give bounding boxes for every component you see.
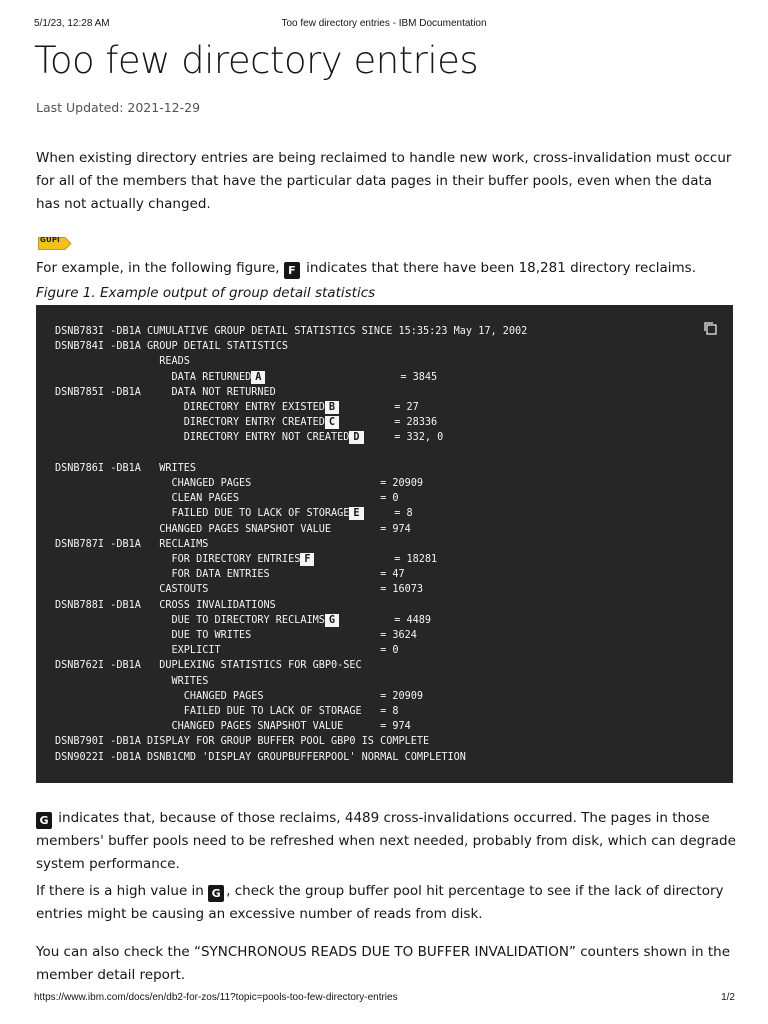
code-text: FAILED DUE TO LACK OF STORAGE <box>55 508 350 520</box>
code-line <box>55 432 443 443</box>
code-line <box>55 615 431 626</box>
code-line <box>55 706 398 717</box>
code-text: DUE TO DIRECTORY RECLAIMS <box>55 614 325 626</box>
code-marker-c: C <box>325 416 339 429</box>
code-text: CLEAN PAGES = 0 <box>55 493 399 505</box>
gupi-tag <box>38 235 72 248</box>
marker-g-badge: G <box>36 812 52 829</box>
code-text: = 18281 <box>314 554 438 566</box>
code-marker-a: A <box>251 371 265 384</box>
print-title: Too few directory entries - IBM Documentation <box>281 18 487 29</box>
code-text: DUE TO WRITES = 3624 <box>55 630 417 642</box>
print-url: https://www.ibm.com/docs/en/db2-for-zos/11?topic=pools-too-few-directory-entries <box>34 992 398 1003</box>
intro-paragraph: When existing directory entries are being reclaimed to handle new work, cross-invalidation must occur for all of the members that have the particular data pages in their buffer pools, even when the data has not actually changed. <box>36 150 732 212</box>
code-text: DSNB788I -DB1A CROSS INVALIDATIONS <box>55 599 276 611</box>
code-line <box>55 524 411 535</box>
code-line <box>55 326 527 337</box>
marker-g-badge-2: G <box>208 885 224 902</box>
code-line <box>55 736 429 747</box>
code-text: CHANGED PAGES = 20909 <box>55 690 424 702</box>
code-line <box>55 417 437 428</box>
print-date: 5/1/23, 12:28 AM <box>34 18 110 29</box>
code-text: DATA RETURNED <box>55 371 252 383</box>
code-marker-d: D <box>349 431 363 444</box>
code-line <box>55 645 398 656</box>
g-explanation-text: indicates that, because of those reclaims, 4489 cross-invalidations occurred. The pages in those members' buffer pools need to be refreshed when next needed, probably from disk, which can degrade system performance. <box>36 810 736 872</box>
figure-caption: Figure 1. Example output of group detail statistics <box>36 285 376 301</box>
code-output <box>55 324 527 765</box>
code-line <box>55 660 362 671</box>
print-footer <box>0 992 768 1006</box>
code-text: WRITES <box>55 675 209 687</box>
code-text: DSN9022I -DB1A DSNB1CMD 'DISPLAY GROUPBUFFERPOOL' NORMAL COMPLETION <box>55 751 466 763</box>
code-text: CHANGED PAGES = 20909 <box>55 478 424 490</box>
example-text-post: indicates that there have been 18,281 directory reclaims. <box>301 260 697 276</box>
code-text: DSNB786I -DB1A WRITES <box>55 462 197 474</box>
code-marker-f: F <box>300 553 314 566</box>
code-line <box>55 539 208 550</box>
print-page-number: 1/2 <box>721 992 735 1003</box>
code-text: DSNB784I -DB1A GROUP DETAIL STATISTICS <box>55 341 289 353</box>
code-line <box>55 569 405 580</box>
code-text: EXPLICIT = 0 <box>55 645 399 657</box>
copy-icon[interactable] <box>702 320 718 336</box>
code-text: DIRECTORY ENTRY CREATED <box>55 417 325 429</box>
code-line <box>55 463 196 474</box>
check-counters-paragraph: You can also check the “SYNCHRONOUS READS DUE TO BUFFER INVALIDATION” counters shown in the member detail report. <box>36 944 730 983</box>
code-text: CHANGED PAGES SNAPSHOT VALUE = 974 <box>55 721 411 733</box>
code-text: DSNB783I -DB1A CUMULATIVE GROUP DETAIL STATISTICS SINCE 15:35:23 May 17, 2002 <box>55 326 528 337</box>
marker-f-badge: F <box>284 262 300 279</box>
code-line <box>55 630 417 641</box>
code-line <box>55 402 419 413</box>
code-line <box>55 508 413 519</box>
code-text: CHANGED PAGES SNAPSHOT VALUE = 974 <box>55 523 411 535</box>
code-line <box>55 554 437 565</box>
code-line <box>55 372 437 383</box>
code-text: DSNB787I -DB1A RECLAIMS <box>55 538 209 550</box>
last-updated: Last Updated: 2021-12-29 <box>36 100 201 115</box>
code-text: DSNB790I -DB1A DISPLAY FOR GROUP BUFFER POOL GBP0 IS COMPLETE <box>55 736 430 748</box>
print-header <box>0 18 768 32</box>
code-line <box>55 691 423 702</box>
code-text: DSNB762I -DB1A DUPLEXING STATISTICS FOR GBP0-SEC <box>55 660 362 672</box>
high-value-paragraph <box>36 880 736 926</box>
code-line <box>55 600 276 611</box>
code-line <box>55 387 276 398</box>
code-line <box>55 584 423 595</box>
code-line <box>55 752 466 763</box>
code-text: FOR DIRECTORY ENTRIES <box>55 554 301 566</box>
code-text: FAILED DUE TO LACK OF STORAGE = 8 <box>55 706 399 718</box>
code-text: DIRECTORY ENTRY EXISTED <box>55 402 325 414</box>
code-text: FOR DATA ENTRIES = 47 <box>55 569 405 581</box>
code-text: = 3845 <box>265 371 438 383</box>
code-marker-b: B <box>325 401 339 414</box>
example-paragraph <box>36 257 736 280</box>
page-title: Too few directory entries <box>34 39 479 82</box>
code-block <box>36 305 733 783</box>
code-text: = 4489 <box>339 614 432 626</box>
gupi-tag-label: GUPI <box>40 236 60 244</box>
code-line <box>55 478 423 489</box>
code-line <box>55 356 190 367</box>
code-text: DSNB785I -DB1A DATA NOT RETURNED <box>55 386 276 398</box>
code-text: = 8 <box>363 508 413 520</box>
code-text: CASTOUTS = 16073 <box>55 584 424 596</box>
code-text: = 27 <box>339 402 419 414</box>
code-text: = 28336 <box>339 417 438 429</box>
g-explanation-paragraph <box>36 807 736 876</box>
high-value-text-post: , check the group buffer pool hit percentage to see if the lack of directory entries might be causing an excessive number of reads from disk. <box>36 883 724 922</box>
code-marker-g: G <box>325 614 339 627</box>
code-text: DIRECTORY ENTRY NOT CREATED <box>55 432 350 444</box>
example-text-pre: For example, in the following figure, <box>36 260 284 276</box>
code-line <box>55 493 398 504</box>
code-line <box>55 721 411 732</box>
code-marker-e: E <box>349 507 363 520</box>
code-line <box>55 341 288 352</box>
code-line <box>55 676 208 687</box>
code-text: READS <box>55 356 190 368</box>
high-value-text-pre: If there is a high value in <box>36 883 209 899</box>
code-text: = 332, 0 <box>363 432 444 444</box>
